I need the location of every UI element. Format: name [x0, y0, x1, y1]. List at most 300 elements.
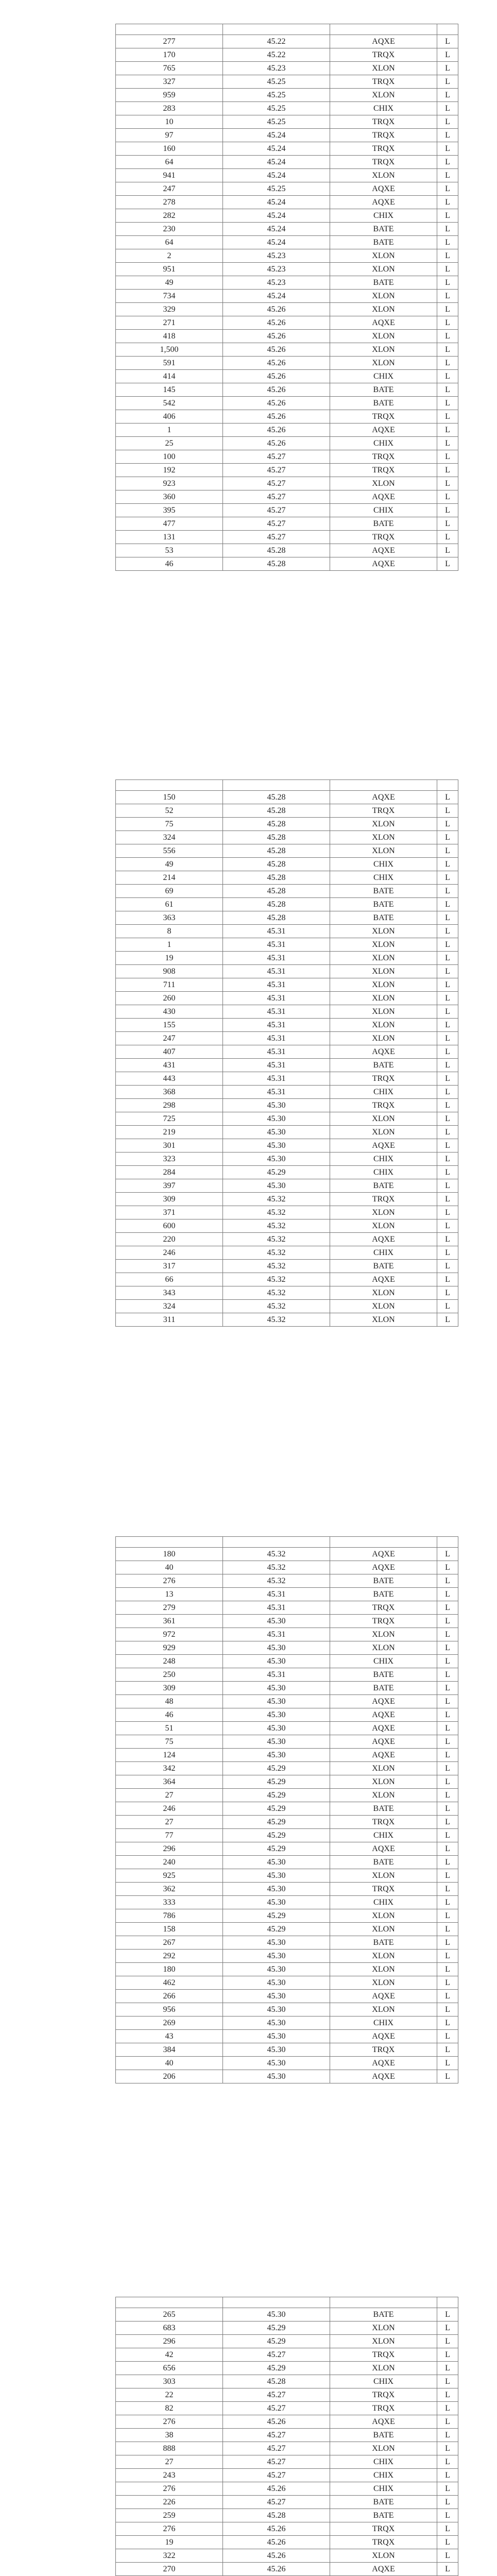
venue-cell: BATE: [330, 2308, 437, 2321]
venue-cell: XLON: [330, 1286, 437, 1300]
table-top-row: [116, 1537, 458, 1548]
trade-price-cell: 45.24: [223, 290, 330, 303]
table-row: [116, 263, 458, 276]
trade-size-cell: 250: [116, 1668, 223, 1682]
trade-size-cell: 40: [116, 2057, 223, 2070]
venue-cell: BATE: [330, 1682, 437, 1695]
trade-size-cell: 145: [116, 383, 223, 397]
venue-cell: CHIX: [330, 1166, 437, 1179]
table-row: [116, 2549, 458, 2563]
condition-cell: L: [437, 1869, 458, 1883]
trade-size-cell: 75: [116, 1735, 223, 1749]
condition-cell: L: [437, 2496, 458, 2509]
trade-price-cell: 45.26: [223, 2415, 330, 2429]
condition-cell: L: [437, 2016, 458, 2030]
table-row: [116, 2536, 458, 2549]
condition-cell: L: [437, 330, 458, 343]
trade-size-cell: 786: [116, 1909, 223, 1923]
trade-price-cell: 45.25: [223, 102, 330, 115]
trade-price-cell: 45.27: [223, 2388, 330, 2402]
table-row: [116, 1099, 458, 1112]
trade-size-cell: 192: [116, 464, 223, 477]
condition-cell: L: [437, 490, 458, 504]
trade-size-cell: 10: [116, 115, 223, 129]
table-row: [116, 1963, 458, 1976]
empty-cell: [223, 24, 330, 35]
venue-cell: AQXE: [330, 2563, 437, 2576]
table-row: [116, 75, 458, 89]
trade-size-cell: 298: [116, 1099, 223, 1112]
condition-cell: L: [437, 1682, 458, 1695]
condition-cell: L: [437, 2442, 458, 2455]
trade-size-cell: 1,500: [116, 343, 223, 357]
condition-cell: L: [437, 303, 458, 316]
condition-cell: L: [437, 263, 458, 276]
trade-price-cell: 45.27: [223, 2348, 330, 2362]
table-row: [116, 1313, 458, 1327]
trade-size-cell: 342: [116, 1762, 223, 1775]
trade-price-cell: 45.22: [223, 48, 330, 62]
venue-cell: XLON: [330, 938, 437, 952]
trade-price-cell: 45.31: [223, 1032, 330, 1045]
trade-price-cell: 45.30: [223, 1749, 330, 1762]
trade-size-cell: 270: [116, 2563, 223, 2576]
trade-price-cell: 45.23: [223, 263, 330, 276]
venue-cell: AQXE: [330, 1561, 437, 1574]
venue-cell: TRQX: [330, 1883, 437, 1896]
trade-size-cell: 49: [116, 858, 223, 871]
venue-cell: XLON: [330, 249, 437, 263]
table-row: [116, 2362, 458, 2375]
condition-cell: L: [437, 357, 458, 370]
trade-price-cell: 45.26: [223, 316, 330, 330]
condition-cell: L: [437, 1695, 458, 1708]
table-row: [116, 504, 458, 517]
table-row: [116, 898, 458, 911]
venue-cell: AQXE: [330, 544, 437, 557]
table-row: [116, 871, 458, 885]
condition-cell: L: [437, 1990, 458, 2003]
table-row: [116, 1219, 458, 1233]
trade-size-cell: 406: [116, 410, 223, 423]
condition-cell: L: [437, 925, 458, 938]
trade-table: [115, 1536, 458, 2083]
table-row: [116, 169, 458, 182]
table-row: [116, 1896, 458, 1909]
trade-price-cell: 45.30: [223, 1990, 330, 2003]
table-row: [116, 196, 458, 209]
condition-cell: L: [437, 2043, 458, 2057]
venue-cell: XLON: [330, 831, 437, 844]
trade-size-cell: 951: [116, 263, 223, 276]
empty-cell: [223, 2297, 330, 2308]
trade-price-cell: 45.32: [223, 1206, 330, 1219]
condition-cell: L: [437, 2455, 458, 2469]
trade-price-cell: 45.30: [223, 2057, 330, 2070]
condition-cell: L: [437, 818, 458, 831]
table-row: [116, 423, 458, 437]
trade-size-cell: 43: [116, 2030, 223, 2043]
trade-size-cell: 247: [116, 1032, 223, 1045]
condition-cell: L: [437, 1588, 458, 1601]
table-row: [116, 316, 458, 330]
trade-price-cell: 45.26: [223, 410, 330, 423]
condition-cell: L: [437, 1219, 458, 1233]
table-row: [116, 2375, 458, 2388]
condition-cell: L: [437, 156, 458, 169]
trade-size-cell: 271: [116, 316, 223, 330]
venue-cell: AQXE: [330, 1708, 437, 1722]
condition-cell: L: [437, 437, 458, 450]
trade-size-cell: 265: [116, 2308, 223, 2321]
condition-cell: L: [437, 2429, 458, 2442]
empty-cell: [116, 1537, 223, 1548]
trade-price-cell: 45.27: [223, 504, 330, 517]
table-row: [116, 477, 458, 490]
condition-cell: L: [437, 89, 458, 102]
trade-size-cell: 22: [116, 2388, 223, 2402]
trade-price-cell: 45.24: [223, 223, 330, 236]
condition-cell: L: [437, 2348, 458, 2362]
trade-size-cell: 431: [116, 1059, 223, 1072]
venue-cell: XLON: [330, 965, 437, 978]
trade-size-cell: 158: [116, 1923, 223, 1936]
condition-cell: L: [437, 2536, 458, 2549]
trade-size-cell: 206: [116, 2070, 223, 2083]
condition-cell: L: [437, 844, 458, 858]
trade-price-cell: 45.22: [223, 35, 330, 48]
venue-cell: XLON: [330, 1313, 437, 1327]
table-row: [116, 62, 458, 75]
trade-size-cell: 220: [116, 1233, 223, 1246]
venue-cell: AQXE: [330, 1735, 437, 1749]
condition-cell: L: [437, 978, 458, 992]
trade-price-cell: 45.29: [223, 2362, 330, 2375]
condition-cell: L: [437, 2482, 458, 2496]
trade-size-cell: 69: [116, 885, 223, 898]
venue-cell: AQXE: [330, 490, 437, 504]
table-row: [116, 925, 458, 938]
trade-price-cell: 45.30: [223, 2308, 330, 2321]
table-row: [116, 1072, 458, 1086]
trade-price-cell: 45.28: [223, 911, 330, 925]
table-row: [116, 1869, 458, 1883]
venue-cell: CHIX: [330, 2375, 437, 2388]
venue-cell: XLON: [330, 290, 437, 303]
trade-price-cell: 45.26: [223, 357, 330, 370]
venue-cell: XLON: [330, 1869, 437, 1883]
table-row: [116, 1193, 458, 1206]
condition-cell: L: [437, 410, 458, 423]
trade-size-cell: 333: [116, 1896, 223, 1909]
trade-price-cell: 45.30: [223, 1099, 330, 1112]
trade-price-cell: 45.27: [223, 450, 330, 464]
trade-price-cell: 45.29: [223, 1923, 330, 1936]
trade-size-cell: 40: [116, 1561, 223, 1574]
condition-cell: L: [437, 209, 458, 223]
table-row: [116, 2482, 458, 2496]
table-row: [116, 236, 458, 249]
table-row: [116, 276, 458, 290]
condition-cell: L: [437, 182, 458, 196]
table-top-row: [116, 24, 458, 35]
venue-cell: XLON: [330, 1032, 437, 1045]
venue-cell: AQXE: [330, 1139, 437, 1153]
empty-cell: [116, 2297, 223, 2308]
condition-cell: L: [437, 1655, 458, 1668]
condition-cell: L: [437, 791, 458, 804]
trade-price-cell: 45.32: [223, 1300, 330, 1313]
trade-price-cell: 45.24: [223, 156, 330, 169]
condition-cell: L: [437, 2308, 458, 2321]
condition-cell: L: [437, 1206, 458, 1219]
venue-cell: TRQX: [330, 1615, 437, 1628]
condition-cell: L: [437, 1139, 458, 1153]
trade-price-cell: 45.30: [223, 2030, 330, 2043]
condition-cell: L: [437, 1019, 458, 1032]
condition-cell: L: [437, 517, 458, 531]
table-row: [116, 1019, 458, 1032]
venue-cell: BATE: [330, 276, 437, 290]
trade-price-cell: 45.31: [223, 952, 330, 965]
venue-cell: CHIX: [330, 102, 437, 115]
condition-cell: L: [437, 1950, 458, 1963]
table-row: [116, 223, 458, 236]
condition-cell: L: [437, 1909, 458, 1923]
trade-price-cell: 45.32: [223, 1574, 330, 1588]
table-row: [116, 1548, 458, 1561]
trade-size-cell: 180: [116, 1548, 223, 1561]
trade-size-cell: 323: [116, 1153, 223, 1166]
trade-size-cell: 160: [116, 142, 223, 156]
trade-price-cell: 45.31: [223, 1588, 330, 1601]
venue-cell: CHIX: [330, 1153, 437, 1166]
trade-price-cell: 45.27: [223, 2402, 330, 2415]
condition-cell: L: [437, 885, 458, 898]
trade-size-cell: 923: [116, 477, 223, 490]
trade-size-cell: 311: [116, 1313, 223, 1327]
condition-cell: L: [437, 1896, 458, 1909]
trade-size-cell: 61: [116, 898, 223, 911]
table-row: [116, 1628, 458, 1641]
condition-cell: L: [437, 1936, 458, 1950]
trade-price-cell: 45.30: [223, 1869, 330, 1883]
table-row: [116, 1668, 458, 1682]
trade-price-cell: 45.31: [223, 1628, 330, 1641]
table-row: [116, 544, 458, 557]
trade-price-cell: 45.32: [223, 1246, 330, 1260]
venue-cell: TRQX: [330, 2388, 437, 2402]
trade-price-cell: 45.27: [223, 2469, 330, 2482]
table-row: [116, 1909, 458, 1923]
trade-size-cell: 324: [116, 1300, 223, 1313]
table-row: [116, 464, 458, 477]
trade-size-cell: 19: [116, 2536, 223, 2549]
condition-cell: L: [437, 129, 458, 142]
empty-cell: [116, 24, 223, 35]
trade-price-cell: 45.30: [223, 1682, 330, 1695]
trade-price-cell: 45.28: [223, 858, 330, 871]
empty-cell: [437, 24, 458, 35]
trade-size-cell: 360: [116, 490, 223, 504]
table-row: [116, 437, 458, 450]
venue-cell: XLON: [330, 1775, 437, 1789]
empty-cell: [116, 780, 223, 791]
table-row: [116, 397, 458, 410]
venue-cell: XLON: [330, 1789, 437, 1802]
trade-size-cell: 180: [116, 1963, 223, 1976]
trade-size-cell: 322: [116, 2549, 223, 2563]
trade-price-cell: 45.31: [223, 965, 330, 978]
empty-cell: [437, 1537, 458, 1548]
trade-size-cell: 243: [116, 2469, 223, 2482]
trade-size-cell: 364: [116, 1775, 223, 1789]
venue-cell: CHIX: [330, 2455, 437, 2469]
empty-cell: [223, 1537, 330, 1548]
trade-price-cell: 45.27: [223, 477, 330, 490]
table-row: [116, 129, 458, 142]
table-row: [116, 885, 458, 898]
trade-price-cell: 45.26: [223, 2549, 330, 2563]
table-row: [116, 2348, 458, 2362]
venue-cell: BATE: [330, 517, 437, 531]
trade-price-cell: 45.26: [223, 370, 330, 383]
venue-cell: XLON: [330, 1963, 437, 1976]
condition-cell: L: [437, 2415, 458, 2429]
trade-price-cell: 45.26: [223, 423, 330, 437]
trade-price-cell: 45.29: [223, 1166, 330, 1179]
empty-cell: [437, 780, 458, 791]
venue-cell: XLON: [330, 1923, 437, 1936]
trade-size-cell: 266: [116, 1990, 223, 2003]
table-row: [116, 1574, 458, 1588]
venue-cell: XLON: [330, 303, 437, 316]
venue-cell: XLON: [330, 2321, 437, 2335]
table-row: [116, 1829, 458, 1842]
table-row: [116, 370, 458, 383]
condition-cell: L: [437, 1762, 458, 1775]
venue-cell: BATE: [330, 1802, 437, 1816]
venue-cell: BATE: [330, 1179, 437, 1193]
trade-price-cell: 45.30: [223, 1936, 330, 1950]
condition-cell: L: [437, 1059, 458, 1072]
venue-cell: BATE: [330, 2509, 437, 2522]
condition-cell: L: [437, 2003, 458, 2016]
trade-size-cell: 301: [116, 1139, 223, 1153]
trade-size-cell: 25: [116, 437, 223, 450]
venue-cell: TRQX: [330, 142, 437, 156]
venue-cell: XLON: [330, 62, 437, 75]
venue-cell: AQXE: [330, 2057, 437, 2070]
trade-size-cell: 477: [116, 517, 223, 531]
condition-cell: L: [437, 1789, 458, 1802]
condition-cell: L: [437, 898, 458, 911]
trade-price-cell: 45.32: [223, 1313, 330, 1327]
condition-cell: L: [437, 871, 458, 885]
table-row: [116, 2429, 458, 2442]
table-row: [116, 209, 458, 223]
table-row: [116, 1273, 458, 1286]
trade-price-cell: 45.29: [223, 1909, 330, 1923]
condition-cell: L: [437, 2030, 458, 2043]
table-top-row: [116, 780, 458, 791]
venue-cell: XLON: [330, 844, 437, 858]
condition-cell: L: [437, 1749, 458, 1762]
venue-cell: TRQX: [330, 1193, 437, 1206]
trade-size-cell: 247: [116, 182, 223, 196]
trade-price-cell: 45.25: [223, 182, 330, 196]
trade-price-cell: 45.23: [223, 249, 330, 263]
venue-cell: XLON: [330, 925, 437, 938]
table-row: [116, 182, 458, 196]
trade-size-cell: 269: [116, 2016, 223, 2030]
trade-size-cell: 276: [116, 1574, 223, 1588]
table-row: [116, 383, 458, 397]
venue-cell: CHIX: [330, 2469, 437, 2482]
table-row: [116, 1641, 458, 1655]
trade-size-cell: 27: [116, 1816, 223, 1829]
trade-size-cell: 13: [116, 1588, 223, 1601]
trade-size-cell: 929: [116, 1641, 223, 1655]
condition-cell: L: [437, 1126, 458, 1139]
table-row: [116, 2335, 458, 2348]
condition-cell: L: [437, 557, 458, 571]
table-row: [116, 1059, 458, 1072]
venue-cell: XLON: [330, 1126, 437, 1139]
table-row: [116, 2455, 458, 2469]
trade-size-cell: 131: [116, 531, 223, 544]
table-row: [116, 1601, 458, 1615]
condition-cell: L: [437, 965, 458, 978]
trade-price-cell: 45.30: [223, 1963, 330, 1976]
trade-price-cell: 45.29: [223, 1829, 330, 1842]
condition-cell: L: [437, 1976, 458, 1990]
condition-cell: L: [437, 1099, 458, 1112]
trade-size-cell: 407: [116, 1045, 223, 1059]
condition-cell: L: [437, 1722, 458, 1735]
empty-cell: [330, 1537, 437, 1548]
trade-size-cell: 277: [116, 35, 223, 48]
venue-cell: XLON: [330, 2003, 437, 2016]
venue-cell: AQXE: [330, 791, 437, 804]
trade-price-cell: 45.31: [223, 1086, 330, 1099]
condition-cell: L: [437, 397, 458, 410]
trade-price-cell: 45.24: [223, 209, 330, 223]
condition-cell: L: [437, 1286, 458, 1300]
trade-price-cell: 45.30: [223, 1896, 330, 1909]
condition-cell: L: [437, 1273, 458, 1286]
table-row: [116, 858, 458, 871]
table-row: [116, 791, 458, 804]
table-row: [116, 911, 458, 925]
trade-size-cell: 150: [116, 791, 223, 804]
venue-cell: TRQX: [330, 450, 437, 464]
trade-price-cell: 45.32: [223, 1219, 330, 1233]
trade-size-cell: 259: [116, 2509, 223, 2522]
table-row: [116, 1749, 458, 1762]
trade-price-cell: 45.30: [223, 1139, 330, 1153]
venue-cell: TRQX: [330, 156, 437, 169]
condition-cell: L: [437, 316, 458, 330]
condition-cell: L: [437, 290, 458, 303]
condition-cell: L: [437, 1574, 458, 1588]
trade-size-cell: 260: [116, 992, 223, 1005]
trade-size-cell: 52: [116, 804, 223, 818]
trade-size-cell: 219: [116, 1126, 223, 1139]
trade-size-cell: 51: [116, 1722, 223, 1735]
venue-cell: BATE: [330, 397, 437, 410]
venue-cell: TRQX: [330, 1816, 437, 1829]
